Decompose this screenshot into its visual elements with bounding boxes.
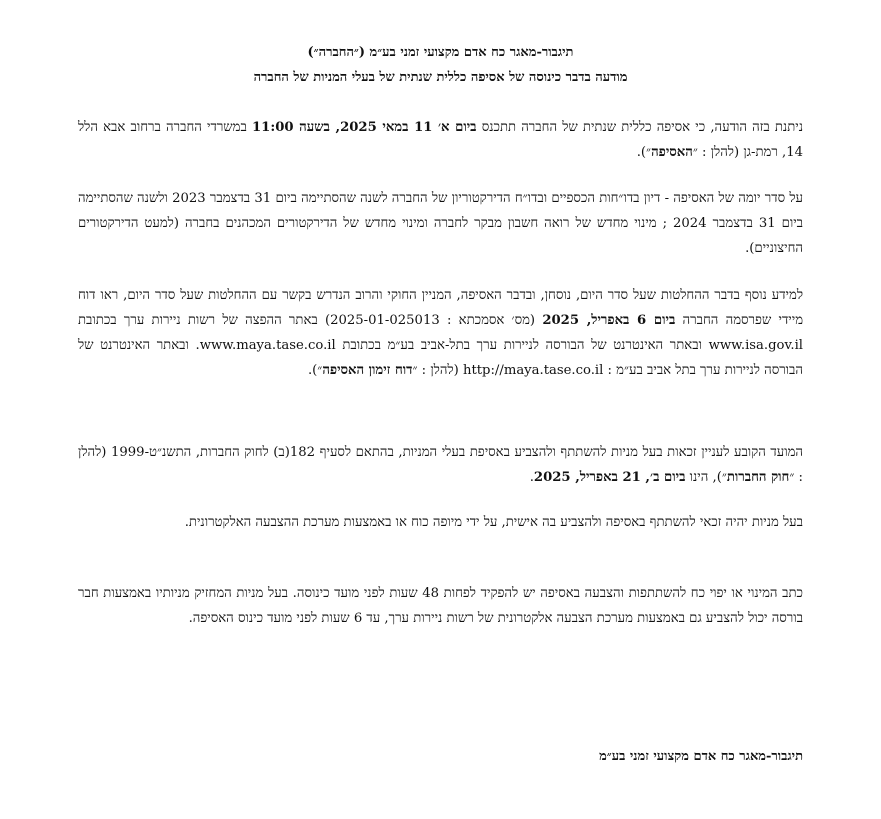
paragraph-meeting-date <box>78 115 803 165</box>
paragraph-agenda <box>78 186 803 261</box>
p3-text-a: למידע נוסף בדבר ההחלטות שעל סדר היום, נוסחן, ובדבר האסיפה, המניין החוקי והרוב הנדרש בקשר עם ההחלטות שעל סדר היום, ראו דוח מיידי שפרסמה החברה <box>78 288 804 328</box>
paragraph-record-date <box>78 440 803 490</box>
company-title: תיגבור-מאגר כח אדם מקצועי זמני בע״מ (״החברה״) <box>307 45 574 60</box>
p4-text-c: ״), הינו <box>685 470 727 485</box>
p4-record-date: ביום ב׳, 21 באפריל, 2025 <box>533 470 686 485</box>
p1-defined-term: האסיפה <box>651 145 693 160</box>
p3-report-date: ביום 6 באפריל, 2025 <box>542 313 676 328</box>
paragraph-voting-rights <box>78 510 803 535</box>
p1-text-c: במשרדי החברה ברחוב אבא הלל 14, רמת-גן (להלן : ״ <box>78 120 803 160</box>
paragraph-proxy <box>78 581 803 631</box>
p3-text-e: ״). <box>307 363 323 378</box>
p1-text-e: ״). <box>636 145 652 160</box>
p5-text: בעל מניות יהיה זכאי להשתתף באסיפה ולהצביע בה אישית, על ידי מיופה כוח או באמצעות מערכת ההצבעה האלקטרונית. <box>184 515 803 530</box>
p4-text-e: . <box>529 470 534 485</box>
p1-text-a: ניתנת בזה הודעה, כי אסיפה כללית שנתית של החברה תתכנס <box>476 120 804 135</box>
p4-defined-term: חוק החברות <box>726 470 790 485</box>
signature: תיגבור-מאגר כח אדם מקצועי זמני בע״מ <box>599 749 803 764</box>
p1-meeting-datetime: ביום א׳ 11 במאי 2025, בשעה 11:00 <box>252 120 477 135</box>
p4-text-a: המועד הקובע לעניין זכאות בעל מניות להשתתף ולהצביע באסיפת בעלי המניות, בהתאם לסעיף 182(ב) לחוק החברות, התשנ״ט-1999 (להלן : ״ <box>78 445 803 485</box>
p2-text: על סדר יומה של האסיפה - דיון בדו״חות הכספיים ובדו״ח הדירקטוריון של החברה לשנה שהסתיימה ביום 31 בדצמבר 2023 ולשנה שהסתיימה ביום 31 בדצמבר 2024 ; מינוי מחדש של רואה חשבון מבקר לחברה ומינוי מחדש של הדירקטורים המכהנים בחברה (למעט הדירקטורים החיצוניים). <box>78 191 804 256</box>
notice-title: מודעה בדבר כינוסה של אסיפה כללית שנתית של בעלי המניות של החברה <box>253 70 628 85</box>
paragraph-further-info <box>78 283 803 383</box>
p3-defined-term: דוח זימון האסיפה <box>322 363 413 378</box>
p6-text: כתב המינוי או יפוי כח להשתתפות והצבעה באסיפה יש להפקיד לפחות 48 שעות לפני מועד כינוסה. בעל מניות המחזיק מניותיו באמצעות חבר בורסה יכול להצביע גם באמצעות מערכת הצבעה אלקטרונית של רשות ניירות ערך, עד 6 שעות לפני מועד כינוס האסיפה. <box>78 586 803 626</box>
p3-text-c: (מס׳ אסמכתא : 2025-01-025013) באתר ההפצה של רשות ניירות ערך בכתובת www.isa.gov.il ובאתר האינטרנט של הבורסה לניירות ערך בתל-אביב בע״מ בכתובת www.maya.tase.co.il. ובאתר האינטרנט של הבורסה לניירות ערך בתל אביב בע״מ : http://maya.tase.co.il (להלן : ״ <box>78 313 803 378</box>
